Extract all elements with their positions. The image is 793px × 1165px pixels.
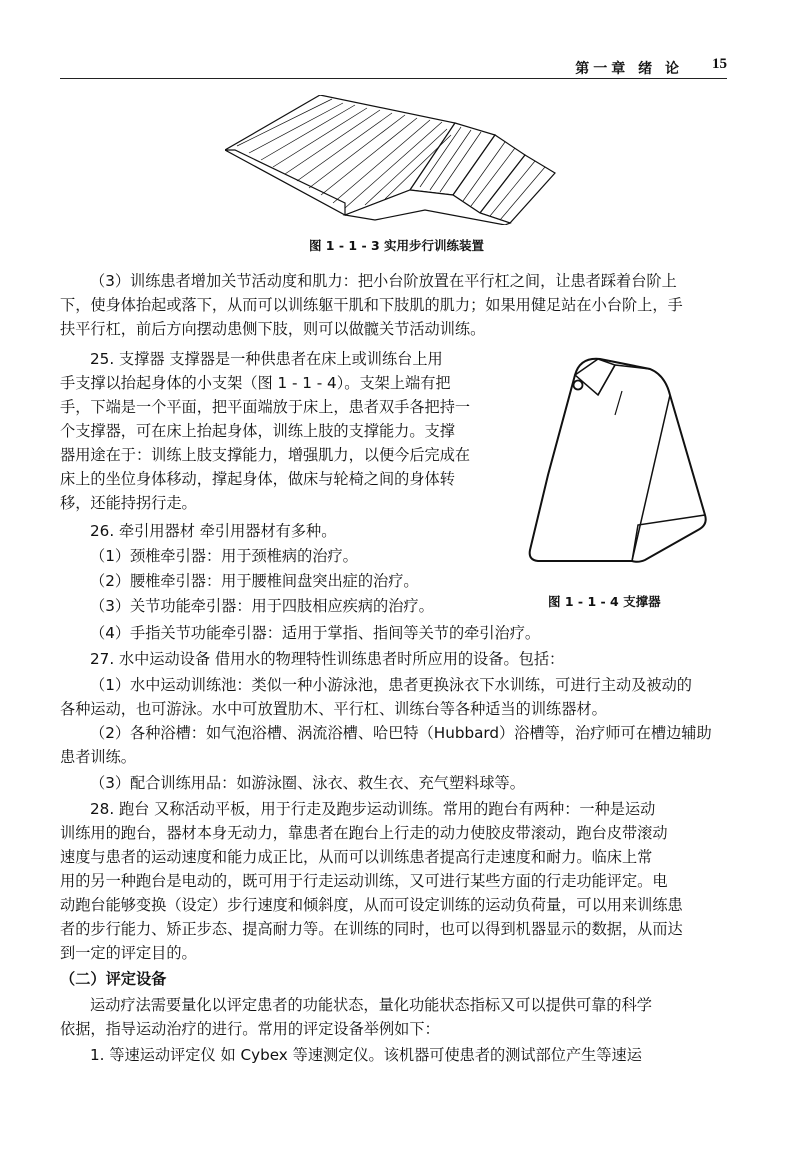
paragraph-line: 下，使身体抬起或落下，从而可以训练躯干肌和下肢肌的肌力；如果用健足站在小台阶上，手 — [60, 296, 683, 314]
page-number: 15 — [712, 56, 727, 72]
paragraph-line: （3）训练患者增加关节活动度和肌力：把小台阶放置在平行杠之间，让患者踩着台阶上 — [90, 272, 677, 290]
hole-icon — [574, 381, 583, 390]
paragraph-line: 移，还能持拐行走。 — [60, 494, 197, 512]
page-header — [60, 52, 727, 79]
paragraph-line: （1）水中运动训练池：类似一种小游泳池，患者更换泳衣下水训练，可进行主动及被动的 — [90, 676, 692, 694]
running-head: 第一章 绪 论 — [575, 61, 683, 77]
paragraph-line: 用的另一种跑台是电动的，既可用于行走运动训练，又可进行某些方面的行走功能评定。电 — [60, 872, 668, 890]
paragraph-line: （2）各种浴槽：如气泡浴槽、涡流浴槽、哈巴特（Hubbard）浴槽等，治疗师可在槽边辅助 — [90, 724, 712, 742]
figure-caption: 图 1 - 1 - 3 实用步行训练装置 — [308, 238, 485, 253]
paragraph-line: 动跑台能够变换（设定）步行速度和倾斜度，从而可设定训练的运动负荷量，可以用来训练患 — [60, 896, 683, 914]
figure-caption: 图 1 - 1 - 4 支撑器 — [548, 594, 661, 609]
paragraph-line: 扶平行杠，前后方向摆动患侧下肢，则可以做髋关节活动训练。 — [60, 320, 486, 338]
paragraph-line: 床上的坐位身体移动，撑起身体，做床与轮椅之间的身体转 — [60, 470, 455, 488]
section-heading: （二）评定设备 — [60, 970, 167, 988]
paragraph-line: 速度与患者的运动速度和能力成正比，从而可以训练患者提高行走速度和耐力。临床上常 — [60, 848, 653, 866]
paragraph-line: 运动疗法需要量化以评定患者的功能状态，量化功能状态指标又可以提供可靠的科学 — [90, 996, 652, 1014]
paragraph-line: （4）手指关节功能牵引器：适用于掌指、指间等关节的牵引治疗。 — [90, 624, 541, 642]
paragraph-line: 个支撑器，可在床上抬起身体，训练上肢的支撑能力。支撑 — [60, 422, 455, 440]
paragraph-line: 27. 水中运动设备 借用水的物理特性训练患者时所应用的设备。包括： — [90, 650, 565, 668]
paragraph-line: 手，下端是一个平面，把平面端放于床上，患者双手各把持一 — [60, 398, 471, 416]
paragraph-line: 器用途在于：训练上肢支撑能力，增强肌力，以便今后完成在 — [60, 446, 471, 464]
paragraph-line: （2）腰椎牵引器：用于腰椎间盘突出症的治疗。 — [90, 572, 419, 590]
paragraph-line: 28. 跑台 又称活动平板，用于行走及跑步运动训练。常用的跑台有两种：一种是运动 — [90, 800, 656, 818]
paragraph-line: 到一定的评定目的。 — [60, 944, 197, 962]
paragraph-line: 依据，指导运动治疗的进行。常用的评定设备举例如下： — [60, 1020, 440, 1038]
paragraph-line: 1. 等速运动评定仪 如 Cybex 等速测定仪。该机器可使患者的测试部位产生等速运 — [90, 1046, 642, 1064]
paragraph-line: 手支撑以抬起身体的小支架（图 1 - 1 - 4）。支架上端有把 — [60, 374, 451, 392]
paragraph-line: 25. 支撑器 支撑器是一种供患者在床上或训练台上用 — [90, 350, 443, 368]
support-device-figure — [520, 355, 720, 580]
paragraph-line: （3）配合训练用品：如游泳圈、泳衣、救生衣、充气塑料球等。 — [90, 774, 525, 792]
paragraph-line: 各种运动，也可游泳。水中可放置肋木、平行杠、训练台等各种适当的训练器材。 — [60, 700, 607, 718]
paragraph-line: （1）颈椎牵引器：用于颈椎病的治疗。 — [90, 547, 358, 565]
paragraph-line: 者的步行能力、矫正步态、提高耐力等。在训练的同时，也可以得到机器显示的数据，从而达 — [60, 920, 683, 938]
paragraph-line: 训练用的跑台，器材本身无动力，靠患者在跑台上行走的动力使胶皮带滚动，跑台皮带滚动 — [60, 824, 668, 842]
paragraph-line: （3）关节功能牵引器：用于四肢相应疾病的治疗。 — [90, 597, 434, 615]
walking-training-device-figure — [225, 95, 565, 225]
paragraph-line: 26. 牵引用器材 牵引用器材有多种。 — [90, 522, 337, 540]
paragraph-line: 患者训练。 — [60, 748, 136, 766]
